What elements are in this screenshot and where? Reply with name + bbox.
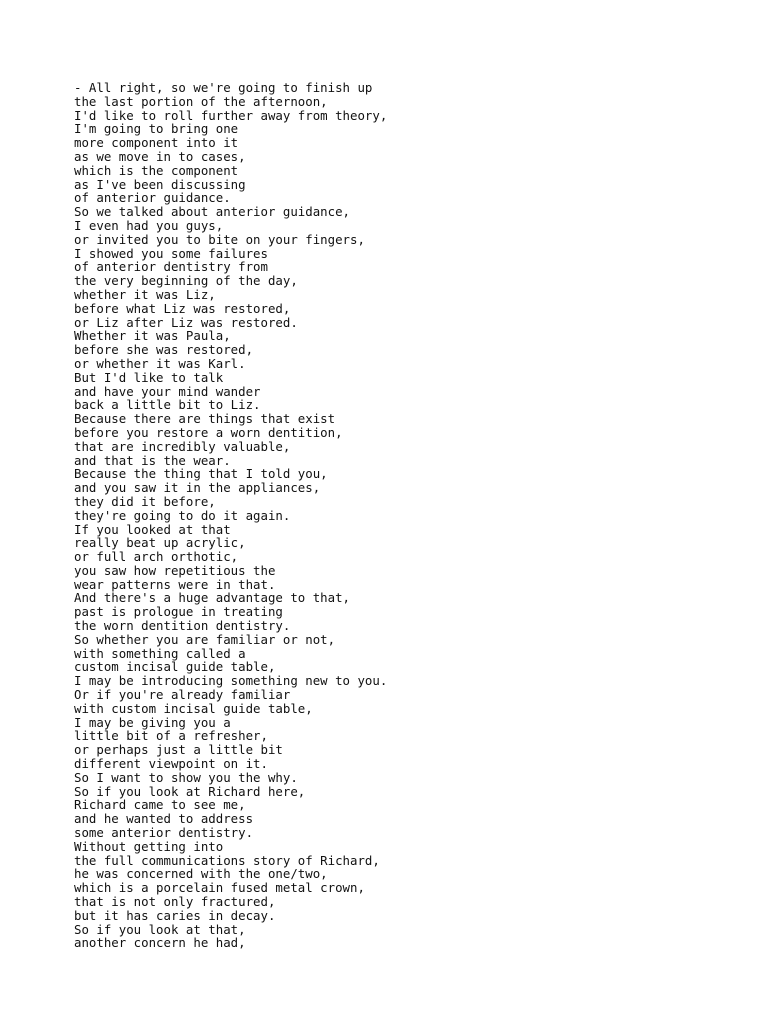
transcript-line: the last portion of the afternoon, bbox=[74, 93, 328, 109]
transcript-line: of anterior dentistry from bbox=[74, 259, 268, 275]
transcript-line: Or if you're already familiar bbox=[74, 687, 291, 703]
transcript-line: before what Liz was restored, bbox=[74, 300, 291, 316]
transcript-line: before she was restored, bbox=[74, 342, 254, 358]
transcript-line: he was concerned with the one/two, bbox=[74, 866, 328, 882]
transcript-line: or Liz after Liz was restored. bbox=[74, 314, 298, 330]
transcript-line: So we talked about anterior guidance, bbox=[74, 204, 351, 220]
transcript-line: of anterior guidance. bbox=[74, 190, 231, 206]
transcript-line: that are incredibly valuable, bbox=[74, 438, 291, 454]
transcript-line: and he wanted to address bbox=[74, 811, 254, 827]
transcript-line: but it has caries in decay. bbox=[74, 907, 276, 923]
transcript-line: really beat up acrylic, bbox=[74, 535, 246, 551]
transcript-line: So whether you are familiar or not, bbox=[74, 631, 336, 647]
transcript-line: back a little bit to Liz. bbox=[74, 397, 261, 413]
transcript-line: I showed you some failures bbox=[74, 245, 268, 261]
transcript-line: as we move in to cases, bbox=[74, 148, 246, 164]
transcript-line: or full arch orthotic, bbox=[74, 549, 239, 565]
transcript-line: If you looked at that bbox=[74, 521, 231, 537]
transcript-line: some anterior dentistry. bbox=[74, 825, 254, 841]
transcript-text bbox=[74, 81, 754, 950]
transcript-line: So if you look at that, bbox=[74, 921, 246, 937]
transcript-line: or invited you to bite on your fingers, bbox=[74, 231, 365, 247]
transcript-line: Because the thing that I told you, bbox=[74, 466, 328, 482]
transcript-line: with custom incisal guide table, bbox=[74, 700, 313, 716]
transcript-line: and that is the wear. bbox=[74, 452, 231, 468]
transcript-line: or whether it was Karl. bbox=[74, 355, 246, 371]
transcript-line: which is a porcelain fused metal crown, bbox=[74, 880, 365, 896]
transcript-line: I'd like to roll further away from theory, bbox=[74, 107, 388, 123]
transcript-line: the very beginning of the day, bbox=[74, 273, 298, 289]
transcript-line: before you restore a worn dentition, bbox=[74, 424, 343, 440]
transcript-line: - All right, so we're going to finish up bbox=[74, 80, 373, 95]
transcript-line: I may be introducing something new to you. bbox=[74, 673, 388, 689]
transcript-line: little bit of a refresher, bbox=[74, 728, 268, 744]
transcript-line: with something called a bbox=[74, 645, 246, 661]
transcript-line: and you saw it in the appliances, bbox=[74, 480, 321, 496]
transcript-line: Whether it was Paula, bbox=[74, 328, 231, 344]
transcript-line: which is the component bbox=[74, 162, 239, 178]
transcript-line: Because there are things that exist bbox=[74, 411, 336, 427]
transcript-line: they did it before, bbox=[74, 493, 216, 509]
transcript-line: I even had you guys, bbox=[74, 217, 224, 233]
transcript-line: they're going to do it again. bbox=[74, 507, 291, 523]
transcript-line: another concern he had, bbox=[74, 935, 246, 951]
transcript-line: that is not only fractured, bbox=[74, 894, 276, 910]
transcript-line: past is prologue in treating bbox=[74, 604, 283, 620]
transcript-line: I'm going to bring one bbox=[74, 121, 239, 137]
transcript-line: the worn dentition dentistry. bbox=[74, 618, 291, 634]
transcript-line: wear patterns were in that. bbox=[74, 576, 276, 592]
transcript-line: I may be giving you a bbox=[74, 714, 231, 730]
transcript-line: and have your mind wander bbox=[74, 383, 261, 399]
transcript-line: different viewpoint on it. bbox=[74, 756, 268, 772]
transcript-line: as I've been discussing bbox=[74, 176, 246, 192]
transcript-line: So if you look at Richard here, bbox=[74, 783, 306, 799]
transcript-line: or perhaps just a little bit bbox=[74, 742, 283, 758]
transcript-line: more component into it bbox=[74, 135, 239, 151]
transcript-line: custom incisal guide table, bbox=[74, 659, 276, 675]
transcript-line: And there's a huge advantage to that, bbox=[74, 590, 351, 606]
transcript-line: Without getting into bbox=[74, 838, 224, 854]
transcript-line: So I want to show you the why. bbox=[74, 769, 298, 785]
transcript-line: Richard came to see me, bbox=[74, 797, 246, 813]
transcript-line: whether it was Liz, bbox=[74, 286, 216, 302]
transcript-line: you saw how repetitious the bbox=[74, 562, 276, 578]
transcript-line: the full communications story of Richard, bbox=[74, 852, 380, 868]
transcript-line: But I'd like to talk bbox=[74, 369, 224, 385]
